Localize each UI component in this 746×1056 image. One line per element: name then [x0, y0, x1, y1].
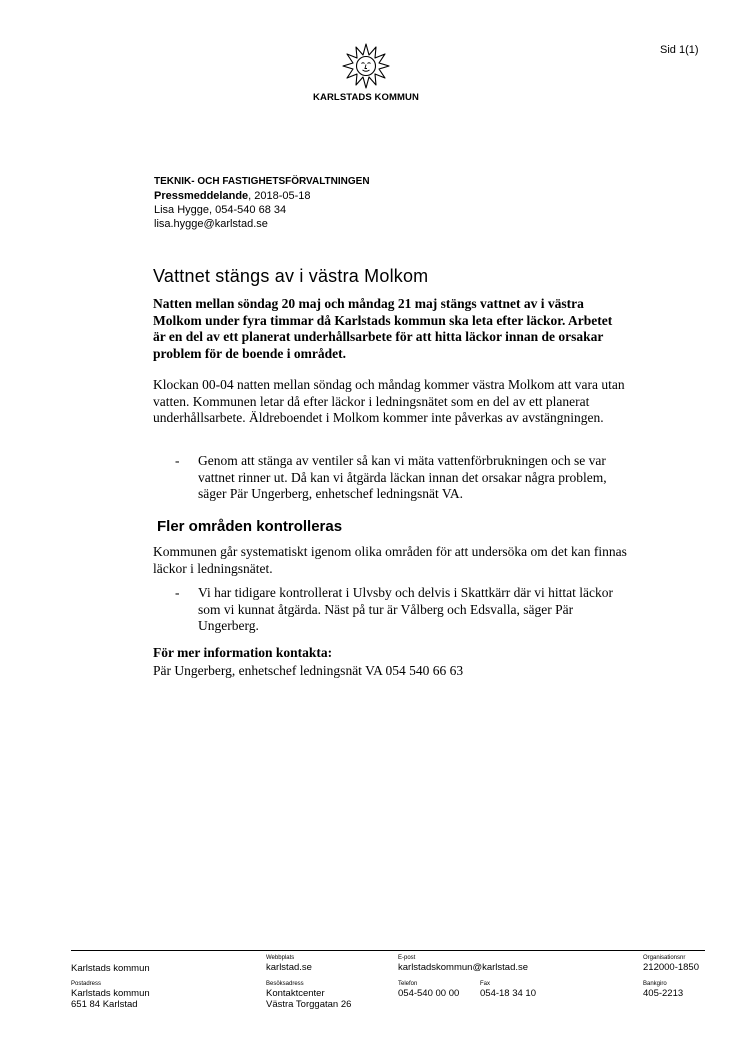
- footer-postal-line1: Karlstads kommun: [71, 988, 150, 999]
- footer-visit: [266, 981, 351, 1010]
- footer-postal-label: Postadress: [71, 981, 102, 987]
- footer-fax: [480, 981, 536, 999]
- footer-bankgiro: [643, 981, 683, 999]
- footer-web-label: Webbplats: [266, 955, 295, 961]
- contact-line: Pär Ungerberg, enhetschef ledningsnät VA 054 540 66 63: [153, 663, 464, 678]
- quote-text-1: Genom att stänga av ventiler så kan vi mäta vattenförbrukningen och se var vattnet rinner ut. Då kan vi åtgärda läckan innan det orsakar några problem, säger Pär Ungerberg, enhetschef ledningsnät VA.: [198, 453, 607, 501]
- footer-postal-line2: 651 84 Karlstad: [71, 999, 138, 1010]
- quote-text-2: Vi har tidigare kontrollerat i Ulvsby och delvis i Skattkärr där vi hittat läckor som vi kunnat åtgärda. Näst på tur är Vålberg och Edsvalla, säger Pär Ungerberg.: [198, 585, 613, 633]
- footer-bankgiro-label: Bankgiro: [643, 981, 667, 987]
- dash-bullet: -: [175, 453, 180, 468]
- body-text-2: Kommunen går systematiskt igenom olika områden för att undersöka om det kan finnas läckor i ledningsnätet.: [153, 544, 627, 576]
- lead-text: Natten mellan söndag 20 maj och måndag 21 maj stängs vattnet av i västra Molkom under fyra timmar då Karlstads kommun ska leta efter läckor. Arbetet är en del av ett planerat underhållsarbete för att hitta läckor innan de orsakar problem för de boende i området.: [153, 296, 613, 361]
- footer-email-label: E-post: [398, 955, 416, 961]
- dash-bullet: -: [175, 585, 180, 600]
- body-paragraph-2: [153, 544, 628, 577]
- lead-paragraph: [153, 296, 628, 362]
- press-label: Pressmeddelande: [154, 190, 249, 202]
- footer-visit-label: Besöksadress: [266, 981, 304, 987]
- footer-org-name: Karlstads kommun: [71, 963, 150, 974]
- footer-orgnr-label: Organisationsnr: [643, 955, 686, 961]
- press-line: [154, 189, 370, 203]
- press-date: , 2018-05-18: [248, 190, 311, 202]
- page-number: Sid 1(1): [660, 44, 699, 56]
- contact-email: lisa.hygge@karlstad.se: [154, 218, 268, 230]
- quote-block-1: [153, 453, 628, 503]
- quote-2: [153, 585, 628, 635]
- footer-email: [398, 955, 528, 973]
- footer-postal: [71, 981, 150, 1010]
- logo-wordmark: KARLSTADS KOMMUN: [313, 92, 419, 103]
- section-subheading: Fler områden kontrolleras: [157, 518, 343, 535]
- footer-divider: [71, 950, 705, 951]
- municipality-logo: [296, 42, 436, 103]
- footer-email-value[interactable]: karlstadskommun@karlstad.se: [398, 962, 529, 973]
- contact-heading: För mer information kontakta:: [153, 645, 333, 660]
- footer-fax-label: Fax: [480, 981, 491, 987]
- footer-phone: [398, 981, 459, 999]
- footer-web: [266, 955, 312, 973]
- footer-bankgiro-value: 405-2213: [643, 988, 684, 999]
- footer-phone-value: 054-540 00 00: [398, 988, 460, 999]
- body-paragraph-1: [153, 377, 628, 427]
- footer-fax-value: 054-18 34 10: [480, 988, 536, 999]
- footer-visit-line1: Kontaktcenter: [266, 988, 325, 999]
- department-name: TEKNIK- OCH FASTIGHETSFÖRVALTNINGEN: [154, 176, 370, 187]
- footer-visit-line2: Västra Torggatan 26: [266, 999, 352, 1010]
- body-text-1: Klockan 00-04 natten mellan söndag och måndag kommer västra Molkom att vara utan vatten. Kommunen letar då efter läckor i ledningsnätet som en del av ett planerat underhållsarbete. Äldreboendet i Molkom kommer inte påverkas av avstängningen.: [153, 377, 625, 425]
- quote-block-2: [153, 585, 628, 635]
- quote-1: [153, 453, 628, 503]
- article-title: Vattnet stängs av i västra Molkom: [153, 266, 429, 286]
- sun-logo-icon: [342, 42, 390, 90]
- sender-block: [154, 175, 370, 231]
- footer-orgnr-value: 212000-1850: [643, 962, 699, 973]
- footer-phone-label: Telefon: [398, 981, 418, 987]
- footer-orgnr: [643, 955, 699, 973]
- contact-name-phone: Lisa Hygge, 054-540 68 34: [154, 204, 287, 216]
- footer-web-value[interactable]: karlstad.se: [266, 962, 312, 973]
